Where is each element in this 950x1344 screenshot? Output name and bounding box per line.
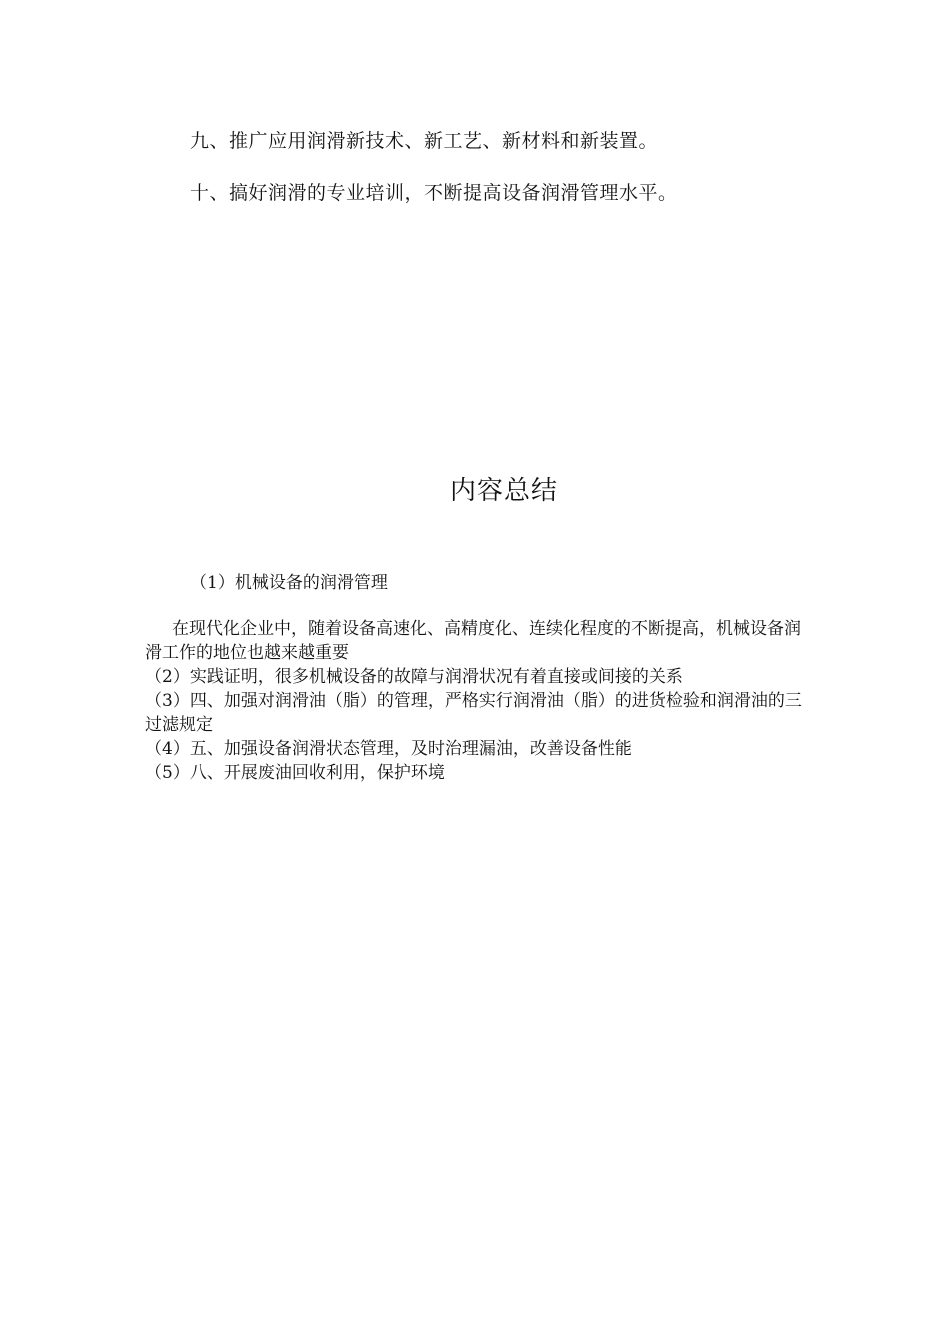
summary-heading: （1）机械设备的润滑管理 [190, 573, 388, 593]
measure-item-9: 九、推广应用润滑新技术、新工艺、新材料和新装置。 [190, 130, 659, 152]
summary-point-2: （2）实践证明，很多机械设备的故障与润滑状况有着直接或间接的关系 [145, 667, 683, 687]
summary-body [145, 617, 805, 785]
summary-point-4: （4）五、加强设备润滑状态管理，及时治理漏油，改善设备性能 [145, 739, 632, 759]
summary-title: 内容总结 [449, 476, 558, 506]
summary-point-5: （5）八、开展废油回收利用，保护环境 [145, 763, 445, 783]
summary-intro: 在现代化企业中，随着设备高速化、高精度化、连续化程度的不断提高，机械设备润滑工作的地位也越来越重要 [145, 619, 801, 663]
measure-item-10: 十、搞好润滑的专业培训，不断提高设备润滑管理水平。 [190, 182, 678, 204]
summary-point-3: （3）四、加强对润滑油（脂）的管理，严格实行润滑油（脂）的进货检验和润滑油的三过滤规定 [145, 691, 802, 735]
